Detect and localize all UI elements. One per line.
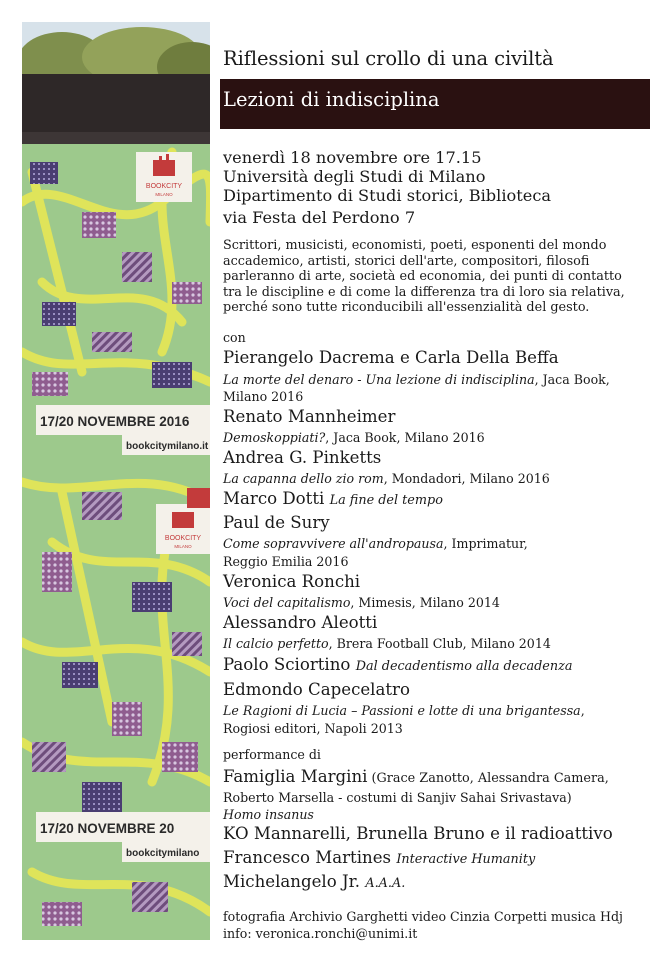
event-department: Dipartimento di Studi storici, Biblioteca [223,186,552,205]
performer-details: Roberto Marsella - costumi di Sanjiv Sahai Srivastava) [223,790,572,805]
event-address: via Festa del Perdono 7 [223,208,416,227]
svg-text:MILANO: MILANO [155,192,173,197]
performer-name: Francesco Martines Interactive Humanity [223,848,536,867]
description-line: accademico, artisti, storici dell'arte, compositori, filosofi [223,253,590,269]
speaker-work: Voci del capitalismo, Mimesis, Milano 2014 [223,595,500,610]
svg-text:BOOKCITY: BOOKCITY [164,535,202,542]
speaker-name: Paul de Sury [223,513,330,532]
description-line: parleranno di arte, società ed economia, dei punti di contatto [223,269,622,285]
speaker-work: Demoskoppiati?, Jaca Book, Milano 2016 [223,430,485,445]
speaker-work: Le Ragioni di Lucia – Passioni e lotte di una brigantessa, [223,703,585,718]
speaker-name: Andrea G. Pinketts [223,448,382,467]
description-line: Scrittori, musicisti, economisti, poeti, esponenti del mondo [223,238,607,253]
speaker-name: Edmondo Capecelatro [223,680,410,699]
event-venue: Università degli Studi di Milano [223,167,486,186]
bookcity-logo-icon [156,504,210,554]
svg-text:bookcitymilano.it: bookcitymilano.it [126,441,209,452]
contact-info: info: veronica.ronchi@unimi.it [223,926,418,941]
svg-text:17/20 NOVEMBRE 20: 17/20 NOVEMBRE 20 [40,821,175,836]
speaker-name: Marco Dotti La fine del tempo [223,489,443,508]
speaker-name: Alessandro Aleotti [223,613,378,632]
speaker-work: Il calcio perfetto, Brera Football Club, Milano 2014 [223,636,551,651]
page-title: Riflessioni sul crollo di una civiltà [223,47,554,70]
subtitle: Lezioni di indisciplina [223,88,440,111]
svg-text:17/20 NOVEMBRE 2016: 17/20 NOVEMBRE 2016 [40,414,190,429]
event-date: venerdì 18 novembre ore 17.15 [223,148,482,167]
speaker-work-publisher: Reggio Emilia 2016 [223,554,349,569]
speaker-work-publisher: Milano 2016 [223,389,304,404]
speaker-work: La capanna dello zio rom, Mondadori, Milano 2016 [223,471,550,486]
description-line: tra le discipline e di come la differenza tra di loro sia relativa, [223,284,625,300]
subtitle-bar [220,79,650,129]
speaker-name: Paolo Sciortino Dal decadentismo alla decadenza [223,655,573,674]
svg-text:MILANO: MILANO [174,544,192,549]
con-label: con [223,330,246,345]
performer-name: KO Mannarelli, Brunella Bruno e il radioattivo [223,824,613,843]
performer-name: Michelangelo Jr. A.A.A. [223,872,406,891]
poster-photo [22,22,210,940]
event-description [223,238,653,316]
speaker-work-publisher: Rogiosi editori, Napoli 2013 [223,721,403,736]
speaker-name: Veronica Ronchi [223,572,361,591]
performer-work: Homo insanus [223,807,314,822]
description-line: perché sono tutte riconducibili all'essenzialità del gesto. [223,300,590,316]
credits: fotografia Archivio Garghetti video Cinzia Corpetti musica Hdj [223,909,623,924]
bookcity-logo-icon [136,152,192,202]
performer-name: Famiglia Margini (Grace Zanotto, Alessandra Camera, [223,767,609,786]
svg-text:bookcitymilano: bookcitymilano [126,848,200,859]
speaker-work: La morte del denaro - Una lezione di indisciplina, Jaca Book, [223,372,610,387]
speaker-name: Renato Mannheimer [223,407,396,426]
speaker-name: Pierangelo Dacrema e Carla Della Beffa [223,348,559,367]
performance-label: performance di [223,747,321,762]
bookcity-poster-photo-icon [22,22,210,940]
svg-text:BOOKCITY: BOOKCITY [145,183,183,190]
speaker-work: Come sopravvivere all'andropausa, Imprimatur, [223,536,528,551]
